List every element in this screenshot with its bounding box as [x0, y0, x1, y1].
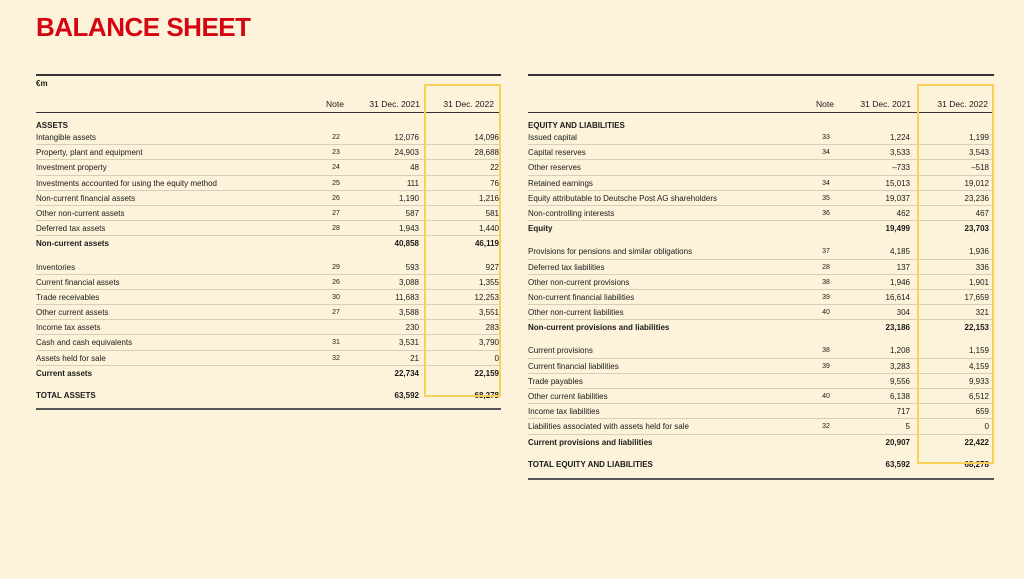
cell-v1: 304 [896, 308, 910, 318]
closing-rule [36, 408, 501, 410]
cell-note: 25 [332, 179, 340, 187]
table-row-total: Equity 19,499 23,703 [528, 224, 989, 234]
cell-v2: 0 [494, 353, 499, 363]
cell-label: Liabilities associated with assets held for sale [528, 422, 689, 432]
cell-note: 38 [822, 278, 830, 286]
cell-v2: 336 [975, 262, 989, 272]
table-row-grand-total: TOTAL ASSETS 63,592 68,278 [36, 391, 499, 400]
table-row-total: Non-current provisions and liabilities 23,186 22,153 [528, 323, 989, 333]
cell-label: Cash and cash equivalents [36, 338, 133, 348]
cell-v2: 3,551 [478, 308, 499, 318]
cell-v1: 9,556 [889, 376, 910, 386]
cell-label: Other non-current liabilities [528, 308, 624, 318]
cell-v1: 3,533 [889, 148, 910, 158]
cell-v2: 4,159 [968, 361, 989, 371]
cell-note: 34 [822, 179, 830, 187]
cell-v1: 11,683 [395, 292, 419, 302]
col-2021-header: 31 Dec. 2021 [369, 99, 420, 109]
cell-v2: 6,512 [968, 392, 989, 401]
cell-v2: 1,159 [968, 346, 989, 356]
cell-note: 28 [332, 225, 340, 233]
cell-label: Capital reserves [528, 148, 586, 158]
cell-v2: 19,012 [964, 178, 989, 188]
cell-label: Income tax liabilities [528, 407, 600, 417]
cell-v1: 3,588 [398, 308, 419, 318]
cell-v2: 0 [984, 422, 989, 432]
cell-label: Other non-current provisions [528, 277, 630, 287]
cell-note: 26 [332, 278, 340, 286]
cell-v2: 12,253 [474, 292, 499, 302]
cell-v1: 717 [896, 407, 910, 417]
cell-label: Current financial assets [36, 277, 120, 287]
cell-v2: 1,901 [968, 277, 989, 287]
cell-note: 24 [332, 164, 340, 172]
cell-v2: 3,790 [478, 338, 499, 348]
cell-label: Investments accounted for using the equity method [36, 178, 217, 188]
cell-note: 22 [332, 134, 340, 141]
cell-note: 29 [332, 263, 340, 271]
cell-v2: 76 [490, 178, 499, 188]
cell-note: 34 [822, 149, 830, 157]
cell-v1: 21 [410, 353, 419, 363]
col-2022-header: 31 Dec. 2022 [443, 99, 494, 109]
cell-label: Current provisions [528, 346, 593, 356]
highlight-column-2022 [917, 84, 994, 464]
section-heading: EQUITY AND LIABILITIES [528, 121, 625, 130]
cell-v2: 3,543 [968, 148, 989, 158]
cell-v2: 1,440 [478, 224, 499, 234]
cell-label: Retained earnings [528, 178, 593, 188]
cell-note: 40 [822, 393, 830, 400]
cell-note: 36 [822, 209, 830, 217]
cell-v1: 1,946 [889, 277, 910, 287]
cell-note: 23 [332, 149, 340, 157]
cell-label: Investment property [36, 163, 107, 173]
section-heading: ASSETS [36, 121, 69, 130]
cell-v1: 48 [410, 163, 419, 173]
cell-note: 32 [822, 423, 830, 431]
cell-label: Non-controlling interests [528, 208, 615, 218]
cell-label: Issued capital [528, 133, 577, 142]
cell-v1: 462 [896, 208, 910, 218]
cell-label: Assets held for sale [36, 353, 106, 363]
cell-v1: 1,208 [889, 346, 910, 356]
cell-v1: 137 [896, 262, 910, 272]
cell-v2: 9,933 [968, 376, 989, 386]
cell-label: Deferred tax liabilities [528, 262, 605, 272]
cell-label: Other current assets [36, 308, 109, 318]
cell-label: Current financial liabilities [528, 361, 619, 371]
cell-v1: 12,076 [394, 133, 419, 142]
cell-note: 28 [822, 263, 830, 271]
cell-label: Inventories [36, 262, 76, 272]
cell-label: Non-current financial assets [36, 193, 136, 203]
cell-v2: –518 [971, 163, 989, 173]
cell-v1: –733 [892, 163, 910, 173]
cell-label: Trade receivables [36, 292, 100, 302]
cell-v1: 3,531 [398, 338, 419, 348]
cell-note: 38 [822, 347, 830, 355]
cell-v1: 3,088 [398, 277, 419, 287]
cell-v1: 4,185 [889, 247, 910, 257]
cell-note: 39 [822, 362, 830, 370]
cell-note: 31 [332, 339, 340, 347]
cell-v2: 17,659 [964, 292, 989, 302]
cell-v2: 1,355 [478, 277, 499, 287]
cell-label: Other current liabilities [528, 392, 608, 401]
note-header: Note [326, 99, 344, 109]
cell-label: Trade payables [528, 376, 583, 386]
cell-v2: 581 [485, 208, 499, 218]
page-title: BALANCE SHEET [36, 12, 251, 42]
highlight-column-2022 [424, 84, 501, 397]
equity-panel [528, 74, 994, 480]
cell-v2: 22 [490, 163, 499, 173]
cell-label: Other reserves [528, 163, 581, 173]
closing-rule [528, 478, 994, 480]
cell-note: 33 [822, 134, 830, 141]
cell-v1: 5 [905, 422, 910, 432]
cell-label: Deferred tax assets [36, 224, 106, 234]
cell-v1: 1,943 [398, 224, 419, 234]
table-row-total: Current provisions and liabilities 20,907 22,422 [528, 437, 989, 447]
table-row-grand-total: TOTAL EQUITY AND LIABILITIES 63,592 68,278 [528, 459, 989, 469]
cell-v1: 3,283 [889, 361, 910, 371]
col-2021-header: 31 Dec. 2021 [860, 99, 911, 109]
cell-label: Non-current financial liabilities [528, 292, 635, 302]
top-rule [36, 74, 501, 76]
cell-note: 30 [332, 293, 340, 301]
cell-v2: 28,688 [474, 148, 499, 158]
table-row-total: Current assets 22,734 22,159 [36, 368, 499, 378]
cell-note: 27 [332, 309, 340, 317]
cell-label: Property, plant and equipment [36, 148, 143, 158]
cell-v2: 467 [975, 208, 989, 218]
cell-v1: 593 [405, 262, 419, 272]
cell-v2: 14,096 [474, 133, 499, 142]
cell-v1: 19,037 [885, 193, 910, 203]
cell-v1: 24,903 [394, 148, 419, 158]
cell-note: 26 [332, 194, 340, 202]
cell-v1: 1,190 [398, 193, 419, 203]
cell-v1: 1,224 [889, 133, 910, 142]
cell-v1: 111 [406, 178, 419, 188]
cell-note: 37 [822, 248, 830, 256]
cell-label: Other non-current assets [36, 208, 125, 218]
note-header: Note [816, 99, 834, 109]
cell-note: 40 [822, 309, 830, 317]
cell-label: Income tax assets [36, 323, 101, 333]
cell-note: 27 [332, 209, 340, 217]
cell-v2: 659 [975, 407, 989, 417]
cell-note: 39 [822, 293, 830, 301]
cell-v2: 927 [485, 262, 499, 272]
cell-v1: 6,138 [889, 392, 910, 401]
cell-label: Equity attributable to Deutsche Post AG shareholders [528, 193, 717, 203]
col-2022-header: 31 Dec. 2022 [937, 99, 988, 109]
cell-note: 32 [332, 354, 340, 362]
cell-v2: 1,216 [478, 193, 499, 203]
cell-v2: 283 [485, 323, 499, 333]
cell-v1: 230 [405, 323, 419, 333]
cell-label: Provisions for pensions and similar obligations [528, 247, 693, 257]
unit-label: €m [36, 79, 48, 88]
cell-label: Intangible assets [36, 133, 97, 142]
table-row-total: Non-current assets 40,858 46,119 [36, 239, 499, 249]
cell-v1: 15,013 [885, 178, 910, 188]
cell-note: 35 [822, 194, 830, 202]
assets-panel [36, 74, 501, 410]
cell-v2: 1,199 [968, 133, 989, 142]
cell-v2: 23,236 [964, 193, 989, 203]
cell-v2: 321 [975, 308, 989, 318]
cell-v2: 1,936 [968, 247, 989, 257]
cell-v1: 16,614 [885, 292, 910, 302]
cell-v1: 587 [405, 208, 419, 218]
